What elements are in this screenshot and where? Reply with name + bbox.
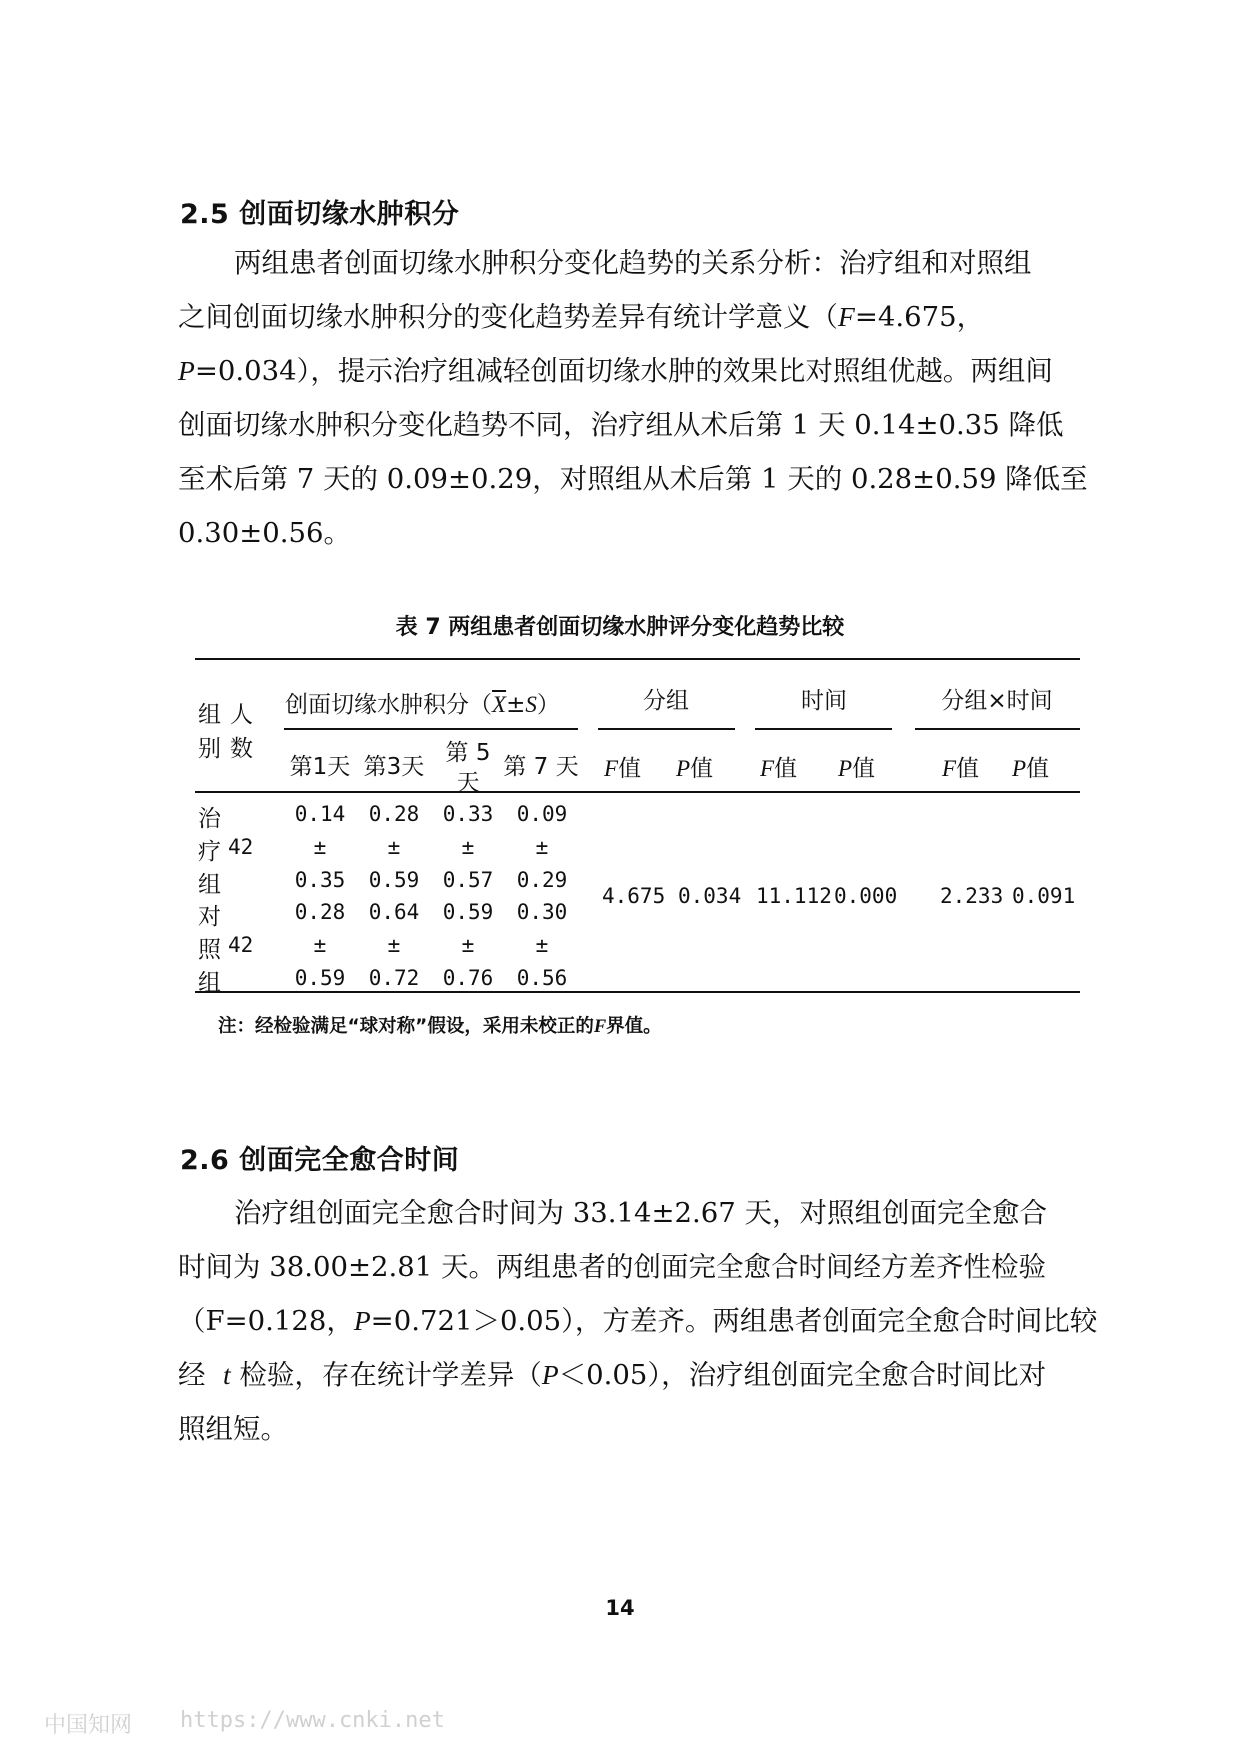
- paragraph-line: 时间为 38.00±2.81 天。两组患者的创面完全愈合时间经方差齐性检验: [178, 1251, 1046, 1283]
- header-time: 时间: [801, 688, 847, 714]
- cell-sd: 0.57: [442, 868, 494, 892]
- header-f-value: F值: [604, 756, 642, 782]
- table-header-rule: [195, 791, 1080, 793]
- cell-pm: ±: [387, 933, 401, 957]
- f-symbol: F: [838, 301, 855, 332]
- header-day1: 第1天: [289, 754, 351, 780]
- cell-mean: 0.28: [368, 802, 420, 826]
- cell-pm: ±: [461, 933, 475, 957]
- cell-pm: ±: [313, 835, 327, 859]
- p-symbol: P: [541, 1359, 559, 1390]
- paragraph-line: 照组短。: [178, 1413, 288, 1445]
- cell-sd: 0.59: [294, 966, 346, 990]
- paragraph-line: 经 t 检验，存在统计学差异（P＜0.05），治疗组创面完全愈合时间比对: [178, 1359, 1047, 1391]
- header-f-value: F值: [942, 756, 980, 782]
- time-f-value: 11.112: [756, 884, 832, 908]
- cell-mean: 0.30: [516, 900, 568, 924]
- header-day3: 第3天: [363, 754, 425, 780]
- header-day5: 天: [456, 770, 480, 796]
- cell-mean: 0.09: [516, 802, 568, 826]
- paragraph-line: [178, 290, 1100, 344]
- paragraph-line: [178, 344, 1100, 398]
- section-2-6-paragraph: [178, 1186, 1100, 1456]
- time-rule: [755, 728, 892, 730]
- header-n: 人: [230, 702, 253, 728]
- table-top-rule: [195, 658, 1080, 660]
- watermark-site-name: 中国知网: [44, 1713, 133, 1738]
- paragraph-line: 至术后第 7 天的 0.09±0.29，对照组从术后第 1 天的 0.28±0.59 降低至: [178, 463, 1088, 495]
- p-symbol: P: [353, 1305, 371, 1336]
- cell-sd: 0.72: [368, 966, 420, 990]
- row-group-char: 疗: [198, 839, 221, 865]
- header-score-pm: ±: [506, 692, 526, 718]
- paragraph-text: =0.034），提示治疗组减轻创面切缘水肿的效果比对照组优越。两组间: [194, 355, 1053, 387]
- section-heading-2-6: 2.6 创面完全愈合时间: [180, 1145, 460, 1176]
- paragraph-line: 创面切缘水肿积分变化趋势不同，治疗组从术后第 1 天 0.14±0.35 降低: [178, 409, 1064, 441]
- interaction-p-value: 0.091: [1012, 884, 1076, 908]
- grouping-f-value: 4.675: [602, 884, 666, 908]
- cell-sd: 0.35: [294, 868, 346, 892]
- grouping-rule: [598, 728, 735, 730]
- watermark-url: https://www.cnki.net: [180, 1708, 445, 1733]
- row-n: 42: [228, 835, 254, 859]
- cell-pm: ±: [313, 933, 327, 957]
- header-group: 别: [198, 736, 221, 762]
- cell-mean: 0.59: [442, 900, 494, 924]
- cell-mean: 0.64: [368, 900, 420, 924]
- time-p-value: 0.000: [834, 884, 898, 908]
- header-n: 数: [230, 736, 253, 762]
- section-2-5-paragraph: [178, 236, 1100, 560]
- header-p-value: P值: [838, 756, 876, 782]
- interaction-f-value: 2.233: [940, 884, 1004, 908]
- paragraph-line: 0.30±0.56。: [178, 517, 352, 549]
- paragraph-text: 之间创面切缘水肿积分的变化趋势差异有统计学意义（: [178, 301, 838, 333]
- header-interaction: 分组×时间: [941, 688, 1053, 714]
- grouping-p-value: 0.034: [678, 884, 742, 908]
- cell-pm: ±: [387, 835, 401, 859]
- page-number: 14: [605, 1596, 635, 1620]
- row-n: 42: [228, 933, 254, 957]
- paragraph-line: 两组患者创面切缘水肿积分变化趋势的关系分析：治疗组和对照组: [234, 247, 1032, 279]
- interaction-rule: [915, 728, 1080, 730]
- header-day5: 第 5: [445, 740, 491, 766]
- paragraph-line: 治疗组创面完全愈合时间为 33.14±2.67 天，对照组创面完全愈合: [234, 1197, 1047, 1229]
- cell-sd: 0.29: [516, 868, 568, 892]
- cell-sd: 0.59: [368, 868, 420, 892]
- table-bottom-rule: [195, 991, 1080, 993]
- header-score-s: S: [525, 692, 537, 717]
- cell-pm: ±: [461, 835, 475, 859]
- cell-mean: 0.28: [294, 900, 346, 924]
- header-p-value: P值: [1012, 756, 1050, 782]
- row-group-char: 治: [198, 806, 221, 832]
- table-note: 注：经检验满足“球对称”假设，采用未校正的F界值。: [218, 1016, 662, 1037]
- row-group-char: 照: [198, 937, 221, 963]
- header-score-close: ）: [536, 692, 560, 718]
- table-caption: 表 7 两组患者创面切缘水肿评分变化趋势比较: [395, 615, 845, 640]
- header-score-text: 创面切缘水肿积分（: [285, 692, 492, 718]
- f-value: =4.675，: [854, 301, 985, 333]
- header-f-value: F值: [760, 756, 798, 782]
- row-group-char: 组: [198, 970, 221, 996]
- cell-pm: ±: [535, 835, 549, 859]
- t-symbol: t: [222, 1359, 231, 1390]
- paragraph-line: （F=0.128，P=0.721＞0.05），方差齐。两组患者创面完全愈合时间比较: [178, 1305, 1098, 1337]
- cell-pm: ±: [535, 933, 549, 957]
- header-score-x: $\overline{X}$: [492, 692, 507, 717]
- section-heading-2-5: 2.5 创面切缘水肿积分: [180, 199, 460, 230]
- header-score: [285, 686, 560, 719]
- cell-sd: 0.76: [442, 966, 494, 990]
- header-group: 组: [198, 702, 221, 728]
- header-grouping: 分组: [643, 688, 689, 714]
- header-day7: 第 7 天: [503, 754, 579, 780]
- cell-mean: 0.33: [442, 802, 494, 826]
- cell-mean: 0.14: [294, 802, 346, 826]
- row-group-char: 组: [198, 872, 221, 898]
- row-group-char: 对: [198, 904, 221, 930]
- score-group-rule: [284, 728, 578, 730]
- header-p-value: P值: [676, 756, 714, 782]
- p-symbol: P: [178, 355, 195, 386]
- cell-sd: 0.56: [516, 966, 568, 990]
